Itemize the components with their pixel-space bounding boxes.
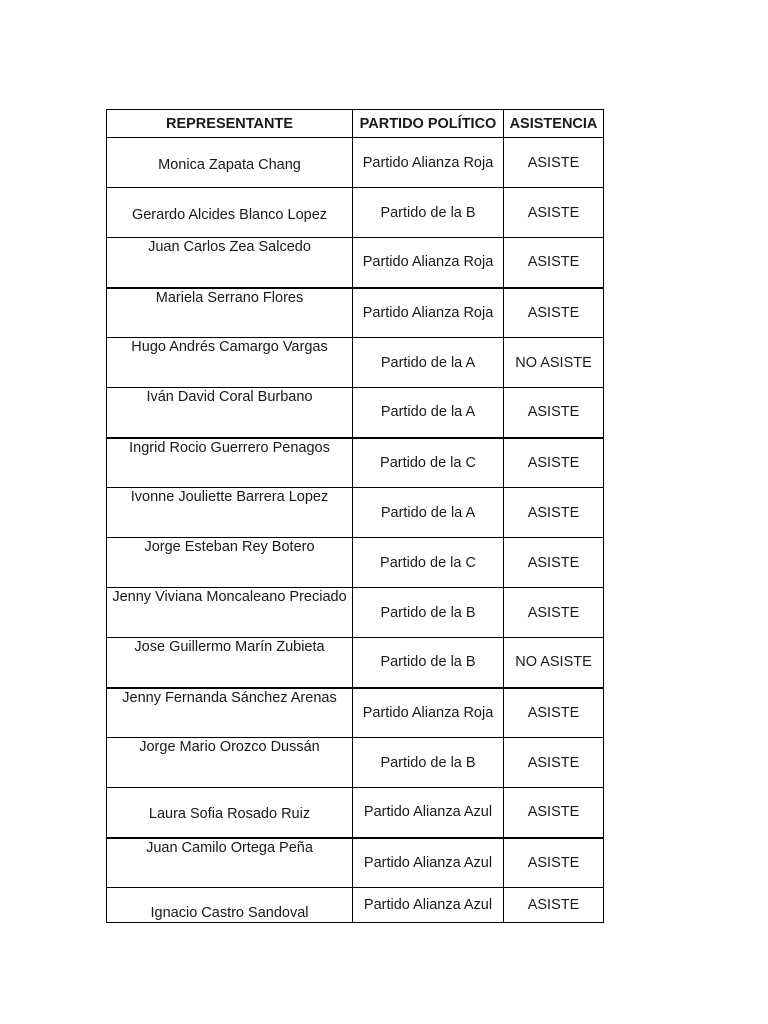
cell-partido: Partido Alianza Azul	[353, 838, 504, 888]
cell-partido: Partido Alianza Roja	[353, 238, 504, 288]
table-row	[107, 638, 604, 688]
cell-representante: Hugo Andrés Camargo Vargas	[107, 338, 353, 388]
cell-asistencia: NO ASISTE	[504, 638, 604, 688]
cell-asistencia: ASISTE	[504, 438, 604, 488]
table-row	[107, 138, 604, 188]
table-row	[107, 338, 604, 388]
table-row	[107, 288, 604, 338]
cell-representante: Monica Zapata Chang	[107, 138, 353, 188]
cell-asistencia: ASISTE	[504, 738, 604, 788]
cell-partido: Partido de la A	[353, 338, 504, 388]
cell-representante: Gerardo Alcides Blanco Lopez	[107, 188, 353, 238]
cell-partido: Partido de la C	[353, 538, 504, 588]
cell-asistencia: ASISTE	[504, 838, 604, 888]
cell-asistencia: ASISTE	[504, 138, 604, 188]
table-row	[107, 188, 604, 238]
table-row	[107, 438, 604, 488]
cell-partido: Partido Alianza Azul	[353, 788, 504, 838]
cell-asistencia: ASISTE	[504, 588, 604, 638]
cell-representante: Ingrid Rocio Guerrero Penagos	[107, 438, 353, 488]
table-row	[107, 238, 604, 288]
table-row	[107, 838, 604, 888]
cell-partido: Partido Alianza Azul	[353, 888, 504, 923]
cell-representante: Jorge Esteban Rey Botero	[107, 538, 353, 588]
cell-partido: Partido de la A	[353, 388, 504, 438]
table-row	[107, 538, 604, 588]
cell-representante: Jose Guillermo Marín Zubieta	[107, 638, 353, 688]
cell-representante: Jorge Mario Orozco Dussán	[107, 738, 353, 788]
cell-partido: Partido Alianza Roja	[353, 138, 504, 188]
cell-partido: Partido de la B	[353, 638, 504, 688]
cell-partido: Partido de la B	[353, 738, 504, 788]
cell-partido: Partido de la A	[353, 488, 504, 538]
cell-asistencia: ASISTE	[504, 538, 604, 588]
cell-partido: Partido de la B	[353, 188, 504, 238]
cell-partido: Partido de la B	[353, 588, 504, 638]
cell-representante: Ivonne Jouliette Barrera Lopez	[107, 488, 353, 538]
cell-representante: Ignacio Castro Sandoval	[107, 888, 353, 923]
cell-asistencia: ASISTE	[504, 788, 604, 838]
table-row	[107, 388, 604, 438]
cell-representante: Iván David Coral Burbano	[107, 388, 353, 438]
table-row	[107, 888, 604, 923]
cell-partido: Partido de la C	[353, 438, 504, 488]
attendance-table	[106, 109, 604, 923]
cell-asistencia: ASISTE	[504, 888, 604, 923]
cell-partido: Partido Alianza Roja	[353, 288, 504, 338]
cell-representante: Laura Sofia Rosado Ruiz	[107, 788, 353, 838]
cell-representante: Jenny Fernanda Sánchez Arenas	[107, 688, 353, 738]
cell-asistencia: ASISTE	[504, 188, 604, 238]
cell-representante: Mariela Serrano Flores	[107, 288, 353, 338]
cell-asistencia: ASISTE	[504, 388, 604, 438]
header-partido-politico: PARTIDO POLÍTICO	[353, 110, 504, 138]
cell-representante: Juan Camilo Ortega Peña	[107, 838, 353, 888]
cell-asistencia: ASISTE	[504, 238, 604, 288]
table-row	[107, 588, 604, 638]
cell-representante: Juan Carlos Zea Salcedo	[107, 238, 353, 288]
header-asistencia: ASISTENCIA	[504, 110, 604, 138]
table-row	[107, 688, 604, 738]
cell-asistencia: ASISTE	[504, 688, 604, 738]
cell-representante: Jenny Viviana Moncaleano Preciado	[107, 588, 353, 638]
header-representante: REPRESENTANTE	[107, 110, 353, 138]
table-row	[107, 788, 604, 838]
cell-partido: Partido Alianza Roja	[353, 688, 504, 738]
cell-asistencia: ASISTE	[504, 488, 604, 538]
table-row	[107, 738, 604, 788]
cell-asistencia: NO ASISTE	[504, 338, 604, 388]
header-row	[107, 110, 604, 138]
cell-asistencia: ASISTE	[504, 288, 604, 338]
table-row	[107, 488, 604, 538]
